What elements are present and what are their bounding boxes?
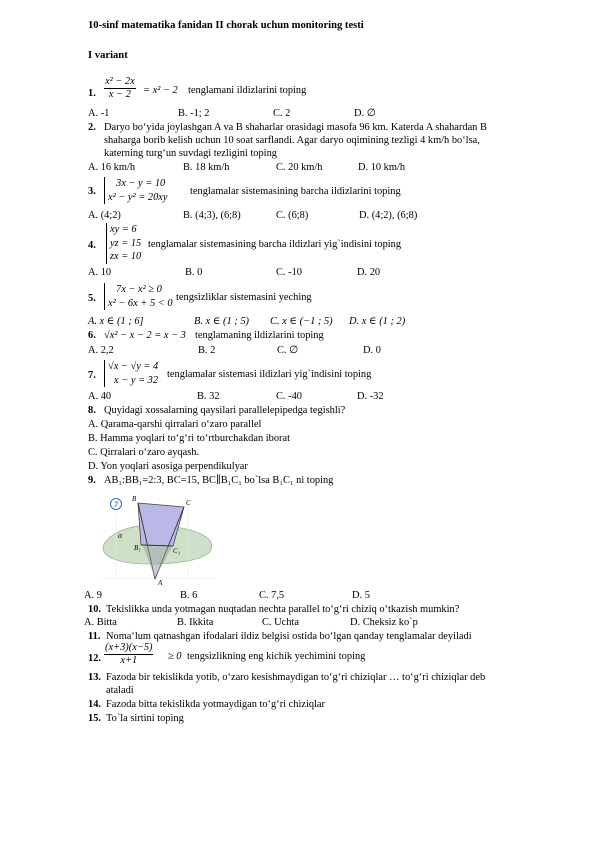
q3-text: tenglamalar sistemasining barcha ildizlarini toping (190, 186, 401, 197)
q2-text-line2: shaharga borib kelish uchun 10 soat sarflandi. Agar daryo oqimining tezligi 4 km/h bo‘lsa, (104, 135, 480, 146)
question-number: 4. (88, 240, 96, 251)
q12-numerator: (x+3)(x−5) (104, 642, 153, 655)
q7-option-d[interactable]: D. -32 (357, 391, 384, 402)
q9-text: AB₁:BB₁=2:3, BC=15, BC∥B₁C₁ bo`lsa B₁C₁ ni toping (104, 475, 334, 486)
q6-option-a[interactable]: A. 2,2 (88, 345, 114, 356)
q1-rhs: = x² − 2 (143, 85, 178, 96)
q9-figure (98, 492, 218, 587)
question-number: 7. (88, 370, 96, 381)
question-number: 10. (88, 604, 101, 615)
question-number: 14. (88, 699, 101, 710)
q1-text: tenglamani ildizlarini toping (188, 85, 307, 96)
question-number: 8. (88, 405, 96, 416)
question-number: 1. (88, 88, 96, 99)
q2-option-d[interactable]: D. 10 km/h (358, 162, 406, 173)
q10-option-d[interactable]: D. Cheksiz ko`p (350, 617, 418, 628)
q13-text-line2: ataladi (106, 685, 134, 696)
q7-equation-1: √x − √y = 4 (108, 361, 159, 372)
q8-option-a[interactable]: A. Qarama-qarshi qirralari o‘zaro parallel (88, 419, 262, 430)
q2-option-c[interactable]: C. 20 km/h (276, 162, 323, 173)
q1-option-a[interactable]: A. -1 (88, 108, 110, 119)
q4-option-b[interactable]: B. 0 (185, 267, 203, 278)
badge-label: 7 (114, 500, 118, 509)
page-title: 10-sinf matematika fanidan II chorak uchun monitoring testi (88, 20, 364, 31)
question-number: 5. (88, 293, 96, 304)
point-c1-label: C₁ (173, 547, 181, 555)
q3-option-c[interactable]: C. (6;8) (276, 210, 309, 221)
q6-option-d[interactable]: D. 0 (363, 345, 381, 356)
q8-option-b[interactable]: B. Hamma yoqlari to‘g‘ri to‘rtburchakdan iborat (88, 433, 290, 444)
q8-option-c[interactable]: C. Qirralari o‘zaro ayqash. (88, 447, 200, 458)
q10-text: Tekislikka unda yotmagan nuqtadan nechta parallel to‘g‘ri chiziq o‘tkazish mumkin? (106, 604, 460, 615)
q4-equation-1: xy = 6 (110, 224, 137, 235)
q3-equation-1: 3x − y = 10 (116, 178, 166, 189)
q1-denominator: x − 2 (108, 89, 131, 101)
q4-option-c[interactable]: C. -10 (276, 267, 302, 278)
q12-denominator: x+1 (120, 655, 138, 667)
q4-equation-3: zx = 10 (110, 251, 142, 263)
q2-option-b[interactable]: B. 18 km/h (183, 162, 230, 173)
q12-rhs: ≥ 0 (168, 651, 182, 662)
q12-text: tengsizlikning eng kichik yechimini toping (187, 651, 366, 662)
q5-equation-1: 7x − x² ≥ 0 (116, 284, 162, 295)
q7-text: tenglamalar sistemasi ildizlari yig`indisini toping (167, 369, 372, 380)
q7-option-b[interactable]: B. 32 (197, 391, 220, 402)
q7-equation-2: x − y = 32 (114, 374, 159, 386)
plane-alpha-label: α (118, 531, 123, 540)
q3-system (104, 177, 167, 204)
variant-label: I variant (88, 50, 128, 61)
q3-equation-2: x² − y² = 20xy (108, 191, 168, 203)
question-number: 12. (88, 653, 101, 664)
q4-system (106, 223, 141, 264)
q4-option-d[interactable]: D. 20 (357, 267, 381, 278)
q3-option-d[interactable]: D. (4;2), (6;8) (359, 210, 418, 221)
q2-text-line3: katerning turg‘un suvdagi tezligini toping (104, 148, 277, 159)
q8-option-d[interactable]: D. Yon yoqlari asosiga perpendikulyar (88, 461, 248, 472)
question-number: 13. (88, 672, 101, 683)
q4-option-a[interactable]: A. 10 (88, 267, 112, 278)
q11-text: Noma‘lum qatnashgan ifodalari ildiz belgisi ostida bo‘lgan qanday tenglamalar deyiladi (106, 631, 472, 642)
q9-option-d[interactable]: D. 5 (352, 590, 370, 601)
q10-option-c[interactable]: C. Uchta (262, 617, 299, 628)
q5-option-a[interactable]: A. x ∈ (1 ; 6] (88, 316, 144, 327)
q12-fraction (104, 642, 153, 668)
q1-fraction (104, 76, 136, 102)
q7-system (104, 360, 158, 387)
q14-text: Fazoda bitta tekislikda yotmaydigan to‘g‘ri chiziqlar (106, 699, 326, 710)
point-b-label: B (132, 495, 137, 503)
q15-text: To`la sirtini toping (106, 713, 184, 724)
q1-option-c[interactable]: C. 2 (273, 108, 291, 119)
point-b1-label: B₁ (134, 544, 141, 552)
q5-option-b[interactable]: B. x ∈ (1 ; 5) (194, 316, 250, 327)
question-number: 15. (88, 713, 101, 724)
q6-option-b[interactable]: B. 2 (198, 345, 216, 356)
q5-text: tengsizliklar sistemasini yeching (176, 292, 312, 303)
q5-option-c[interactable]: C. x ∈ (−1 ; 5) (270, 316, 333, 327)
q6-equation: √x² − x − 2 = x − 3 (104, 330, 186, 341)
q3-option-a[interactable]: A. (4;2) (88, 210, 121, 221)
question-number: 3. (88, 186, 96, 197)
question-number: 2. (88, 122, 96, 133)
point-c-label: C (186, 499, 191, 507)
point-a-label: A (158, 579, 163, 587)
q9-option-a[interactable]: A. 9 (84, 590, 102, 601)
q1-numerator: x² − 2x (104, 76, 136, 89)
q4-equation-2: yz = 15 (110, 237, 142, 249)
question-number: 9. (88, 475, 96, 486)
q1-option-d[interactable]: D. ∅ (354, 108, 376, 119)
q10-option-b[interactable]: B. Ikkita (177, 617, 214, 628)
q5-option-d[interactable]: D. x ∈ (1 ; 2) (349, 316, 406, 327)
q3-option-b[interactable]: B. (4;3), (6;8) (183, 210, 241, 221)
q5-system (104, 283, 173, 310)
q9-option-c[interactable]: C. 7,5 (259, 590, 285, 601)
question-number: 6. (88, 330, 96, 341)
q10-option-a[interactable]: A. Bitta (84, 617, 117, 628)
q13-text-line1: Fazoda bir tekislikda yotib, o‘zaro kesishmaydigan to‘g‘ri chiziqlar … to‘g‘ri chiziqlar deb (106, 672, 486, 683)
q6-option-c[interactable]: C. ∅ (277, 345, 299, 356)
q8-text: Quyidagi xossalarning qaysilari parallelepipedga tegishli? (104, 405, 346, 416)
q5-equation-2: x² − 6x + 5 < 0 (108, 297, 173, 309)
q4-text: tenglamalar sistemasining barcha ildizlari yig`indisini toping (148, 239, 402, 250)
q7-option-a[interactable]: A. 40 (88, 391, 112, 402)
q2-text-line1: Daryo bo‘yida joylashgan A va B shaharlar orasidagi masofa 96 km. Katerda A shahardan B (104, 122, 487, 133)
q9-option-b[interactable]: B. 6 (180, 590, 198, 601)
q2-option-a[interactable]: A. 16 km/h (88, 162, 136, 173)
q7-option-c[interactable]: C. -40 (276, 391, 302, 402)
q6-text: tenglamaning ildizlarini toping (195, 330, 324, 341)
q1-option-b[interactable]: B. -1; 2 (178, 108, 210, 119)
question-number: 11. (88, 631, 101, 642)
